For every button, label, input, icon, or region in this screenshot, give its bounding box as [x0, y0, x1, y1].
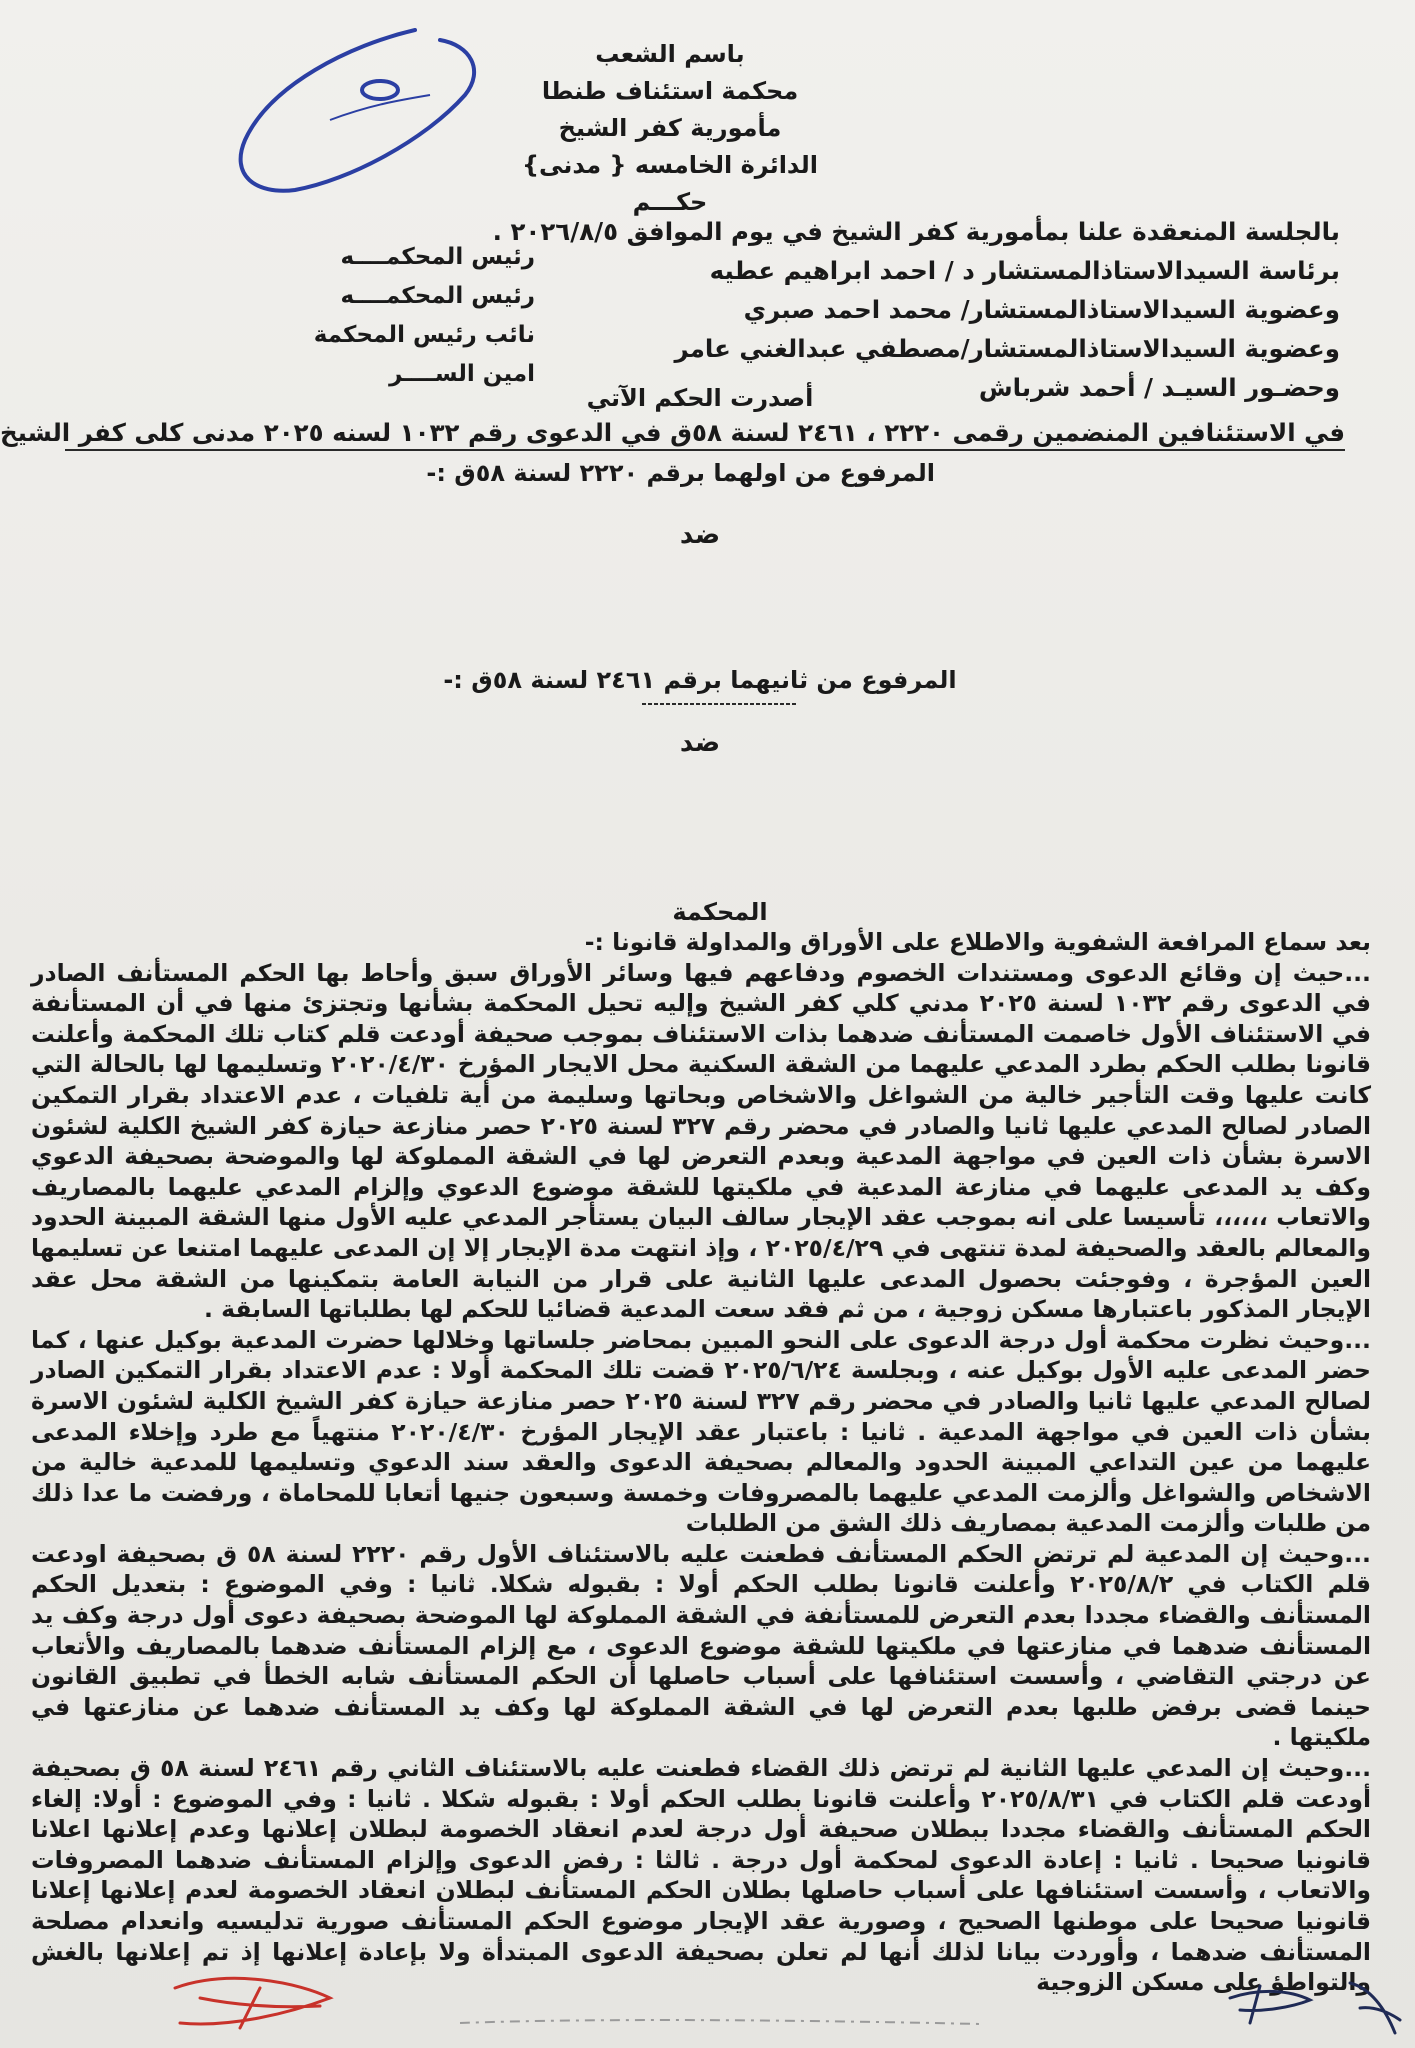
verdict-intro: أصدرت الحكم الآتي: [586, 384, 814, 412]
role-line: نائب رئيس المحكمة: [313, 322, 535, 348]
header-line-court: محكمة استئناف طنطا: [541, 77, 799, 105]
court-header: [420, 36, 920, 221]
body-paragraph: ...حيث إن وقائع الدعوى ومستندات الخصوم ودفاعهم فيها وسائر الأوراق سبق وأحاط بها الحكم المستأنف الصادر في الدعوى رقم ١٠٣٢ لسنة ٢٠٢٥ مدني كلي كفر الشيخ وإليه تحيل المحكمة بشأنها وتجتزئ منها في أن المستأنفة في الاستئناف الأول خاصمت المستأنف ضدهما بذات الاستئناف بموجب صحيفة أودعت قلم كتاب تلك المحكمة وأعلنت قانونا بطلب الحكم بطرد المدعي عليهما من الشقة السكنية محل الايجار المؤرخ ٢٠٢٠/٤/٣٠ وتسليمها لها بالحالة التي كانت عليها وقت التأجير خالية من الشواغل والاشخاص وبحاتها وسليمة من أية تلفيات ، عدم الاعتداد بقرار التمكين الصادر لصالح المدعي عليها ثانيا والصادر في محضر رقم ٣٢٧ لسنة ٢٠٢٥ حصر منازعة حيازة كفر الشيخ الكلية لشئون الاسرة بشأن ذات العين في مواجهة المدعية وبعدم التعرض لها في الشقة المملوكة لها والموضحة بصحيفة الدعوي وكف يد المدعى عليهما في منازعة المدعية في ملكيتها للشقة موضوع الدعوي وإلزام المدعي عليهما بالمصاريف والاتعاب ،،،،،، تأسيسا على انه بموجب عقد الإيجار سالف البيان يستأجر المدعي عليه الأول منها الشقة المبينة الحدود والمعالم بالعقد والصحيفة لمدة تنتهى في ٢٠٢٥/٤/٢٩ ، وإذ انتهت مدة الإيجار إلا إن المدعى عليهما امتنعا عن تسليمها العين المؤجرة ، وفوجئت بحصول المدعى عليها الثانية على قرار من النيابة العامة بتمكينها من الشقة محل عقد الإيجار المذكور باعتبارها مسكن زوجية ، من ثم فقد سعت المدعية قضائيا للحكم لها بطلباتها السابقة .: [31, 958, 1372, 1324]
court-section-heading: المحكمة: [672, 898, 768, 926]
role-line: رئيس المحكمــــه: [340, 244, 535, 270]
clerk-line: وحضـور السيـد / أحمد شرباش: [978, 373, 1340, 402]
judge-roles: [275, 238, 535, 394]
member-judge-line-2: وعضوية السيدالاستاذالمستشار/مصطفي عبدالغني عامر: [674, 334, 1340, 363]
second-appeal-filed: المرفوع من ثانيهما برقم ٢٤٦١ لسنة ٥٨ق :-: [443, 666, 957, 694]
body-paragraph: ...وحيث إن المدعية لم ترتض الحكم المستأنف فطعنت عليه بالاستئناف الأول رقم ٢٢٢٠ لسنة ٥٨ ق بصحيفة اودعت قلم الكتاب في ٢٠٢٥/٨/٢ وأعلنت قانونا بطلب الحكم أولا : بقبوله شكلا. ثانيا : وفي الموضوع : بتعديل الحكم المستأنف والقضاء مجددا بعدم التعرض للمستأنفة في الشقة المملوكة لها الموضحة بصحيفة دعوى أول درجة وكف يد المستأنف ضدهما في منازعتها في ملكيتها للشقة موضوع الدعوى ، مع إلزام المستأنف ضدهما بالمصاريف والأتعاب عن درجتي التقاضي ، وأسست استئنافها على أسباب حاصلها أن الحكم المستأنف شابه الخطأ في تطبيق القانون حينما قضى برفض طلبها بعدم التعرض لها في الشقة المملوكة لها وكف يد المستأنف ضدهما عن منازعتها في ملكيتها .: [31, 1539, 1371, 1752]
body-paragraph: بعد سماع المرافعة الشفوية والاطلاع على الأوراق والمداولة قانونا :-: [584, 928, 1371, 956]
header-line-branch: مأمورية كفر الشيخ: [558, 114, 782, 142]
body-paragraph: ...وحيث إن المدعي عليها الثانية لم ترتض ذلك القضاء فطعنت عليه بالاستئناف الثاني رقم ٢٤٦١ لسنة ٥٨ ق بصحيفة أودعت قلم الكتاب في ٢٠٢٥/٨/٣١ وأعلنت قانونا بطلب الحكم أولا : بقبوله شكلا . ثانيا : وفي الموضوع : أولا: إلغاء الحكم المستأنف والقضاء مجددا ببطلان صحيفة أول درجة لعدم انعقاد الخصومة لبطلان إعلانها وعدم إعلانها اعلانا قانونيا صحيحا . ثانيا : إعادة الدعوى لمحكمة أول درجة . ثالثا : رفض الدعوى وإلزام المستأنف ضدهما المصروفات والاتعاب ، وأسست استئنافها على أسباب حاصلها بطلان الحكم المستأنف لبطلان انعقاد الخصومة لعدم إعلانها إعلانا قانونيا صحيحا على موطنها الصحيح ، وصورية عقد الإيجار موضوع الحكم المستأنف صورية تدليسيه وانعدام مصلحة المستأنف ضدهما ، وأوردت بيانا لذلك أنها لم تعلن بصحيفة الدعوى المبتدأة ولا بإعادة إعلانها إذ تم إعلانها بالغش والتواطؤ على مسكن الزوجية: [31, 1754, 1372, 1997]
body-paragraph: ...وحيث نظرت محكمة أول درجة الدعوى على النحو المبين بمحاضر جلساتها وخلالها حضرت المدعية بوكيل عنها ، كما حضر المدعى عليه الأول بوكيل عنه ، وبجلسة ٢٠٢٥/٦/٢٤ قضت تلك المحكمة أولا : عدم الاعتداد بقرار التمكين الصادر لصالح المدعي عليها ثانيا والصادر في محضر رقم ٣٢٧ لسنة ٢٠٢٥ حصر منازعة حيازة كفر الشيخ الكلية لشئون الاسرة بشأن ذات العين في مواجهة المدعية . ثانيا : باعتبار عقد الإيجار المؤرخ ٢٠٢٠/٤/٣٠ منتهياً مع طرد وإخلاء المدعى عليهما من عين التداعي المبينة الحدود والمعالم بصحيفة الدعوى والعقد سند الدعوي وتسليمها للمدعية خالية من الاشخاص والشواغل وألزمت المدعي عليهما بالمصروفات وخمسة وسبعون جنيها أتعابا للمحاماة ، ورفضت ما عدا ذلك من طلبات وألزمت المدعية بمصاريف ذلك الشق من الطلبات: [31, 1325, 1371, 1538]
header-line-circuit: الدائرة الخامسه { مدنى}: [521, 151, 819, 179]
versus-label: ضد: [679, 520, 721, 550]
first-appeal-filed: المرفوع من اولهما برقم ٢٢٢٠ لسنة ٥٨ق :-: [426, 459, 935, 487]
member-judge-line-1: وعضوية السيدالاستاذالمستشار/ محمد احمد صبري: [743, 295, 1340, 324]
header-line-people: باسم الشعب: [595, 40, 745, 68]
versus-label: ضد: [679, 728, 721, 758]
role-line: رئيس المحكمــــه: [340, 283, 535, 309]
presiding-judge-line: برئاسة السيدالاستاذالمستشار د / احمد ابراهيم عطيه: [709, 256, 1340, 285]
role-line: امين الســــر: [389, 361, 535, 387]
header-line-judgment: حكـــم: [632, 188, 708, 216]
appeals-line: في الاستئنافين المنضمين رقمى ٢٢٢٠ ، ٢٤٦١ لسنة ٥٨ق في الدعوى رقم ١٠٣٢ لسنه ٢٠٢٥ مدنى كلى كفر الشيخ: [65, 418, 1345, 451]
session-date-line: بالجلسة المنعقدة علنا بمأمورية كفر الشيخ في يوم الموافق ٢٠٢٦/٨/٥ .: [492, 217, 1340, 246]
judgment-body: [31, 927, 1371, 1998]
underline-mark: [640, 700, 800, 708]
